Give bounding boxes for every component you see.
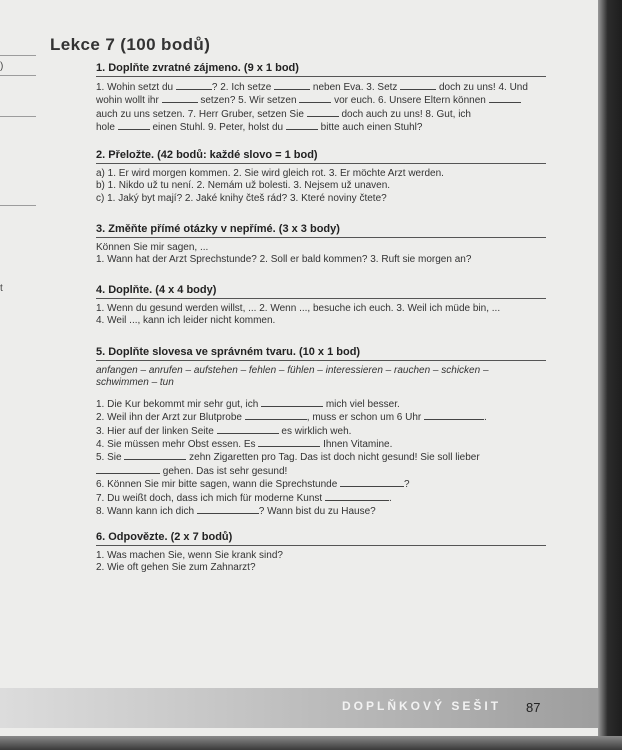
exercise-4 bbox=[96, 284, 546, 328]
exercise-heading: 2. Přeložte. (42 bodů: každé slovo = 1 bod) bbox=[96, 149, 546, 164]
book-edge-shadow bbox=[598, 0, 622, 750]
margin-line bbox=[0, 116, 36, 117]
text-segment: . bbox=[484, 412, 487, 424]
text-line: Können Sie mir sagen, ... bbox=[96, 242, 209, 253]
answer-blank[interactable] bbox=[489, 94, 521, 103]
answer-blank[interactable] bbox=[286, 121, 318, 130]
text-segment: es wirklich weh. bbox=[278, 425, 352, 437]
page-number: 87 bbox=[526, 700, 541, 715]
text-segment: wohin wollt ihr bbox=[96, 95, 162, 107]
text-segment: ? bbox=[404, 479, 410, 491]
text-line: b) 1. Nikdo už tu není. 2. Nemám už bolesti. 3. Nejsem už unaven. bbox=[96, 180, 391, 192]
book-bottom-shadow bbox=[0, 736, 622, 750]
exercise-5 bbox=[96, 346, 546, 518]
word-bank-line: schwimmen – tun bbox=[96, 377, 174, 389]
text-segment: neben Eva. 3. Setz bbox=[310, 82, 401, 93]
answer-blank[interactable] bbox=[245, 411, 307, 420]
exercise-3 bbox=[96, 223, 546, 267]
exercise-heading: 4. Doplňte. (4 x 4 body) bbox=[96, 284, 546, 299]
answer-blank[interactable] bbox=[96, 465, 160, 474]
answer-blank[interactable] bbox=[176, 81, 212, 90]
text-segment: doch auch zu uns! 8. Gut, ich bbox=[338, 108, 471, 120]
text-segment: bitte auch einen Stuhl? bbox=[317, 122, 423, 134]
text-segment: 6. Können Sie mir bitte sagen, wann die Sprechstunde bbox=[96, 479, 341, 491]
exercise-heading: 5. Doplňte slovesa ve správném tvaru. (10 x 1 bod) bbox=[96, 346, 546, 361]
answer-blank[interactable] bbox=[274, 81, 310, 90]
text-segment: 1. Wohin setzt du bbox=[96, 82, 176, 93]
exercise-heading: 1. Doplňte zvratné zájmeno. (9 x 1 bod) bbox=[96, 62, 546, 77]
footer-band bbox=[0, 688, 604, 728]
answer-blank[interactable] bbox=[400, 81, 436, 90]
text-segment: 5. Sie bbox=[96, 452, 125, 464]
answer-blank[interactable] bbox=[299, 94, 331, 103]
text-line: 4. Weil ..., kann ich leider nicht kommen. bbox=[96, 315, 276, 327]
text-segment: 1. Die Kur bekommt mir sehr gut, ich bbox=[96, 398, 262, 410]
text-segment: 8. Wann kann ich dich bbox=[96, 506, 197, 518]
answer-blank[interactable] bbox=[258, 438, 320, 447]
text-line: c) 1. Jaký byt mají? 2. Jaké knihy čteš rád? 3. Které noviny čtete? bbox=[96, 192, 387, 204]
exercise-heading: 6. Odpovězte. (2 x 7 bodů) bbox=[96, 531, 546, 546]
text-segment: gehen. Das ist sehr gesund! bbox=[160, 465, 288, 477]
text-line: a) 1. Er wird morgen kommen. 2. Sie wird gleich rot. 3. Er möchte Arzt werden. bbox=[96, 168, 444, 179]
text-segment: ? 2. Ich setze bbox=[211, 82, 275, 93]
answer-blank[interactable] bbox=[307, 108, 339, 117]
exercise-1 bbox=[96, 62, 546, 135]
text-segment: ? Wann bist du zu Hause? bbox=[258, 506, 376, 518]
margin-mark: t bbox=[0, 283, 3, 294]
answer-blank[interactable] bbox=[162, 94, 198, 103]
exercise-2 bbox=[96, 149, 546, 205]
exercise-6 bbox=[96, 531, 546, 575]
text-segment: . bbox=[389, 492, 392, 504]
text-segment: auch zu uns setzen. 7. Herr Gruber, setzen Sie bbox=[96, 108, 307, 120]
text-segment: vor euch. 6. Unsere Eltern können bbox=[331, 95, 489, 107]
text-line: 1. Was machen Sie, wenn Sie krank sind? bbox=[96, 550, 283, 561]
lesson-title: Lekce 7 (100 bodů) bbox=[50, 35, 211, 54]
answer-blank[interactable] bbox=[217, 425, 279, 434]
footer-label: DOPLŇKOVÝ SEŠIT bbox=[342, 699, 502, 713]
answer-blank[interactable] bbox=[424, 411, 484, 420]
text-segment: 2. Weil ihn der Arzt zur Blutprobe bbox=[96, 412, 245, 424]
word-bank-line: anfangen – anrufen – aufstehen – fehlen – fühlen – interessieren – rauchen – schicken – bbox=[96, 365, 489, 376]
margin-line bbox=[0, 55, 36, 56]
answer-blank[interactable] bbox=[340, 478, 404, 487]
text-segment: setzen? 5. Wir setzen bbox=[197, 95, 300, 107]
text-segment: 4. Sie müssen mehr Obst essen. Es bbox=[96, 439, 259, 451]
text-segment: 3. Hier auf der linken Seite bbox=[96, 425, 217, 437]
text-segment: hole bbox=[96, 122, 118, 134]
answer-blank[interactable] bbox=[261, 398, 323, 407]
answer-blank[interactable] bbox=[118, 121, 150, 130]
text-segment: einen Stuhl. 9. Peter, holst du bbox=[149, 122, 286, 134]
text-segment: doch zu uns! 4. Und bbox=[436, 82, 528, 93]
text-segment: , muss er schon um 6 Uhr bbox=[306, 412, 425, 424]
margin-line bbox=[0, 75, 36, 76]
text-segment: mich viel besser. bbox=[323, 398, 400, 410]
answer-blank[interactable] bbox=[124, 451, 186, 460]
text-line: 1. Wann hat der Arzt Sprechstunde? 2. Soll er bald kommen? 3. Ruft sie morgen an? bbox=[96, 254, 472, 266]
margin-mark: ) bbox=[0, 61, 4, 72]
text-segment: Ihnen Vitamine. bbox=[320, 439, 393, 451]
margin-line bbox=[0, 205, 36, 206]
word-bank bbox=[96, 365, 546, 390]
text-segment: 7. Du weißt doch, dass ich mich für moderne Kunst bbox=[96, 492, 325, 504]
exercise-heading: 3. Změňte přímé otázky v nepřímé. (3 x 3 body) bbox=[96, 223, 546, 238]
text-line: 2. Wie oft gehen Sie zum Zahnarzt? bbox=[96, 562, 256, 574]
text-segment: zehn Zigaretten pro Tag. Das ist doch nicht gesund! Sie soll lieber bbox=[186, 452, 480, 464]
text-line: 1. Wenn du gesund werden willst, ... 2. Wenn ..., besuche ich euch. 3. Weil ich müde bin, ... bbox=[96, 303, 501, 314]
answer-blank[interactable] bbox=[325, 492, 389, 501]
answer-blank[interactable] bbox=[197, 505, 259, 514]
